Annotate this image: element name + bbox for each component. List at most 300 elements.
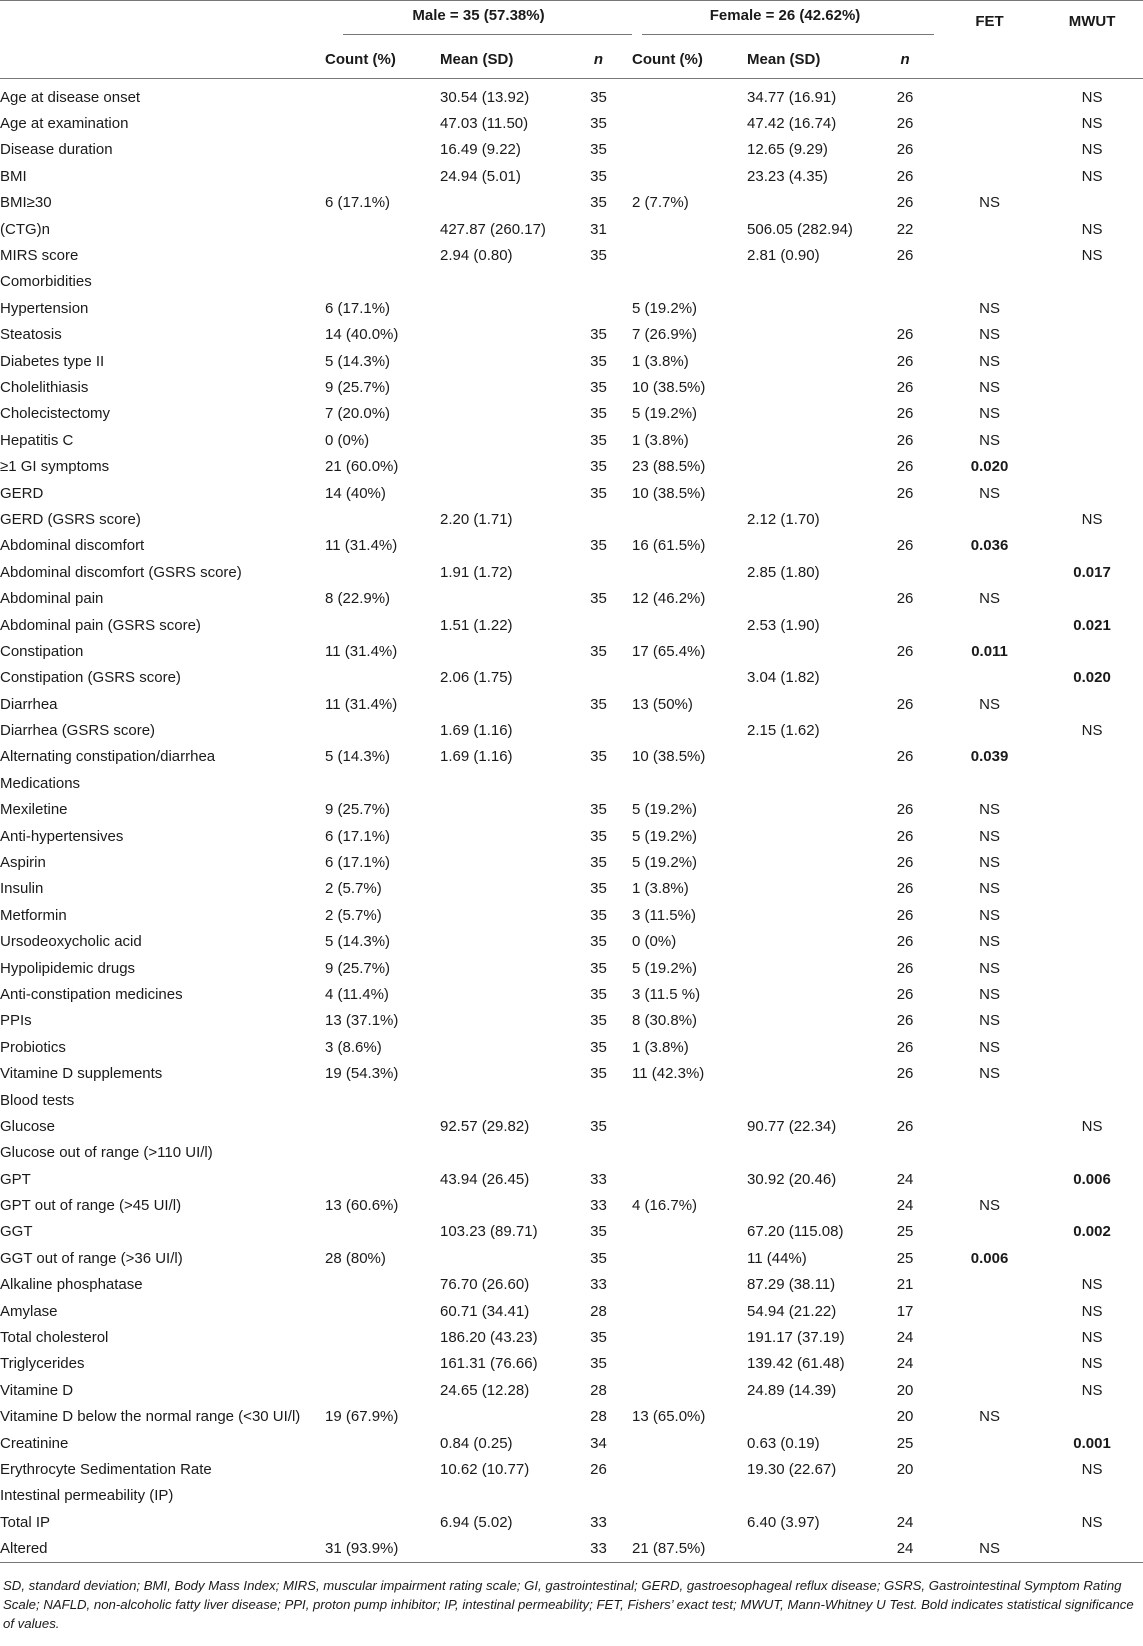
fet-cell: NS [979,854,1000,872]
female-count-cell: 21 (87.5%) [632,1535,747,1562]
male-mean-cell [440,348,565,374]
table-row [0,295,1143,321]
female-n-cell: 26 [896,194,914,212]
male-n-cell: 35 [590,748,607,766]
female-count-cell [632,137,747,163]
mwut-cell: 0.001 [1073,1434,1111,1452]
fet-cell [938,1166,1041,1192]
table-row [0,453,1143,479]
mwut-cell [1041,797,1143,823]
female-mean-cell [747,427,872,453]
male-n-cell: 33 [590,1513,607,1531]
male-mean-cell [440,190,565,216]
row-label: Alternating constipation/diarrhea [0,748,216,766]
row-label: Hypertension [0,299,89,317]
fet-cell [938,665,1041,691]
table-row [0,1060,1143,1086]
male-n-cell: 35 [590,431,607,449]
fet-cell [938,770,1041,796]
male-mean-cell: 24.94 (5.01) [440,167,521,185]
fet-cell [938,216,1041,242]
male-count-cell [325,269,440,295]
male-mean-cell: 1.69 (1.16) [440,748,513,766]
table-row [0,1034,1143,1060]
table-row [0,770,1143,796]
male-n-cell: 35 [590,801,607,819]
male-count-cell: 9 (25.7%) [325,801,391,819]
male-n-cell: 34 [590,1434,607,1452]
female-mean-cell [747,480,872,506]
row-label: Age at disease onset [0,88,141,106]
female-count-cell [632,559,747,585]
female-n-cell: 26 [896,405,914,423]
male-mean-cell [440,849,565,875]
fet-cell [938,1113,1041,1139]
male-mean-cell: 43.94 (26.45) [440,1170,530,1188]
table-row [0,533,1143,559]
table-row [0,190,1143,216]
male-mean-cell [440,427,565,453]
male-mean-cell [440,480,565,506]
female-group-label: Female = 26 (42.62%) [709,7,861,24]
male-count-cell: 9 (25.7%) [325,959,391,977]
female-count-cell: 1 (3.8%) [632,1038,689,1056]
male-mean-cell [440,585,565,611]
male-mean-cell [440,902,565,928]
fet-cell [938,506,1041,532]
male-count-cell: 14 (40.0%) [325,326,399,344]
row-label: GERD [0,484,44,502]
female-n-cell: 26 [896,906,914,924]
table-row [0,1087,1143,1113]
mwut-cell [1041,1140,1143,1166]
male-mean-cell: 10.62 (10.77) [440,1461,530,1478]
row-label: Vitamine D below the normal range (<30 UI/l) [0,1408,301,1426]
male-n-cell: 35 [590,1329,607,1347]
female-n-cell: 26 [896,326,914,344]
row-label: Abdominal discomfort [0,537,145,555]
mwut-cell: NS [1081,1381,1103,1399]
male-count-cell: 6 (17.1%) [325,854,391,872]
mwut-cell [1041,770,1143,796]
female-n-cell: 26 [896,88,914,106]
female-mean-cell [747,638,872,664]
female-n-cell: 24 [872,1535,938,1562]
female-count-cell [632,1377,747,1403]
table-row [0,1245,1143,1271]
row-label: Probiotics [0,1038,66,1056]
female-n-cell [872,770,938,796]
fet-cell [938,1324,1041,1350]
female-n-cell: 26 [896,1065,914,1083]
fet-cell: NS [979,194,1000,212]
table-row [0,665,1143,691]
mwut-cell [1041,902,1143,928]
header-row-columns [0,41,1143,79]
male-n-cell [565,559,632,585]
male-mean-cell: 427.87 (260.17) [440,220,546,238]
female-n-cell: 26 [896,141,914,159]
table-row [0,1298,1143,1324]
female-mean-cell [747,1192,872,1218]
fet-cell: NS [979,484,1000,502]
row-label: BMI [0,167,27,185]
row-label: BMI≥30 [0,194,52,212]
male-n-cell: 35 [590,537,607,555]
female-count-cell: 5 (19.2%) [632,801,698,819]
male-mean-cell: 24.65 (12.28) [440,1381,530,1399]
fet-cell: 0.006 [970,1249,1009,1267]
male-n-cell: 35 [590,985,607,1003]
female-n-cell [872,295,938,321]
male-mean-cell: 76.70 (26.60) [440,1276,530,1294]
table-row [0,902,1143,928]
male-n-cell: 35 [590,1355,607,1373]
row-label: Total IP [0,1513,51,1531]
female-mean-cell: 47.42 (16.74) [747,115,837,133]
female-n-cell: 26 [896,933,914,951]
fet-cell: NS [979,431,1000,449]
male-n-cell: 35 [590,1249,607,1267]
male-n-cell: 33 [565,1535,632,1562]
female-n-cell: 22 [896,220,914,238]
male-n-cell: 35 [590,115,607,133]
row-label: Alkaline phosphatase [0,1276,143,1294]
fet-cell: 0.020 [970,458,1009,476]
female-count-cell [632,269,747,295]
female-mean-cell: 506.05 (282.94) [747,220,853,238]
fet-cell [938,1456,1041,1482]
mwut-cell: NS [1081,1276,1103,1294]
male-mean-cell: 1.51 (1.22) [440,616,513,634]
male-count-cell [325,1509,440,1535]
male-mean-cell [440,374,565,400]
table-row [0,559,1143,585]
male-n-cell: 33 [590,1276,607,1294]
male-n-cell: 35 [590,378,607,396]
male-count-cell [325,559,440,585]
female-mean-cell: 11 (44%) [747,1249,807,1267]
male-count-cell [325,1113,440,1139]
male-count-cell: 0 (0%) [325,431,370,449]
row-label: Aspirin [0,854,46,872]
female-mean-cell: 2.81 (0.90) [747,247,820,265]
mwut-cell [1041,374,1143,400]
row-label: Abdominal pain (GSRS score) [0,616,201,634]
female-count-cell: 5 (19.2%) [632,827,698,845]
female-n-cell: 26 [896,695,914,713]
row-label: ≥1 GI symptoms [0,458,110,476]
male-count-cell [325,1219,440,1245]
female-mean-cell: 30.92 (20.46) [747,1170,837,1188]
row-label: Diarrhea [0,695,58,713]
male-mean-cell [440,797,565,823]
male-mean-cell [440,401,565,427]
female-mean-cell [747,585,872,611]
mwut-cell [1041,585,1143,611]
female-n-cell [872,506,938,532]
mwut-cell: 0.020 [1073,669,1111,687]
table-row [0,717,1143,743]
female-n-cell: 20 [896,1381,914,1399]
table-row [0,1456,1143,1482]
male-n-cell: 35 [590,458,607,476]
male-count-cell: 11 (31.4%) [325,537,398,555]
table-row [0,110,1143,136]
fet-cell [938,1483,1041,1509]
male-count-cell [325,1166,440,1192]
male-mean-cell: 186.20 (43.23) [440,1329,538,1347]
female-count-cell [632,665,747,691]
male-n-cell [565,1140,632,1166]
mwut-cell [1041,348,1143,374]
male-n-cell [565,1087,632,1113]
row-label: GGT [0,1223,33,1241]
mwut-cell: 0.017 [1073,563,1111,581]
fet-cell: 0.039 [970,748,1009,766]
male-n-cell: 35 [590,405,607,423]
male-n-cell: 35 [590,827,607,845]
male-mean-cell [440,1192,565,1218]
female-count-cell [632,717,747,743]
female-count-cell [632,1509,747,1535]
male-n-cell: 35 [590,352,607,370]
female-mean-cell: 6.40 (3.97) [747,1513,820,1531]
fet-cell: NS [979,801,1000,819]
table-row [0,981,1143,1007]
row-label: Hypolipidemic drugs [0,959,136,977]
mwut-cell [1041,638,1143,664]
female-n-cell: 25 [896,1223,914,1241]
male-n-cell: 35 [590,326,607,344]
row-label: Comorbidities [0,273,92,291]
female-n-cell [872,612,938,638]
female-count-cell: 4 (16.7%) [632,1197,698,1215]
female-n-cell: 26 [896,590,914,608]
male-n-cell: 35 [590,484,607,502]
female-n-cell: 20 [896,1461,914,1478]
male-mean-cell: 16.49 (9.22) [440,141,521,159]
male-mean-cell [440,770,565,796]
fet-cell: NS [979,1065,1000,1083]
male-mean-cell: 103.23 (89.71) [440,1223,538,1241]
male-n-cell [565,717,632,743]
female-n-cell: 26 [896,880,914,898]
female-count-cell [632,1245,747,1271]
female-mean-cell [747,691,872,717]
male-count-cell [325,1324,440,1350]
fet-cell: NS [979,695,1000,713]
mwut-cell: NS [1081,1355,1103,1373]
fet-cell: NS [979,1038,1000,1056]
male-mean-cell [440,453,565,479]
mwut-cell: NS [1081,247,1103,265]
fet-header: FET [938,1,1041,42]
female-mean-cell: 3.04 (1.82) [747,669,820,687]
row-label: Medications [0,774,81,792]
male-count-cell: 13 (37.1%) [325,1012,399,1030]
female-n-cell [872,717,938,743]
female-count-cell [632,1351,747,1377]
female-count-cell: 10 (38.5%) [632,484,706,502]
header-mwut-blank [1041,41,1143,79]
female-count-cell: 10 (38.5%) [632,378,706,396]
male-group-label: Male = 35 (57.38%) [412,7,545,24]
male-count-cell: 11 (31.4%) [325,695,398,713]
male-n-cell: 35 [590,959,607,977]
mwut-cell [1041,1245,1143,1271]
fet-cell: NS [979,906,1000,924]
female-n-cell [872,1140,938,1166]
female-mean-cell: 23.23 (4.35) [747,167,828,185]
female-n-header: n [900,51,910,68]
female-mean-cell [747,190,872,216]
female-mean-cell [747,1060,872,1086]
fet-cell: NS [979,326,1000,344]
female-n-cell: 26 [896,378,914,396]
male-n-cell [565,665,632,691]
female-count-cell: 8 (30.8%) [632,1012,698,1030]
male-count-cell [325,1456,440,1482]
row-label: Ursodeoxycholic acid [0,933,142,951]
mwut-cell: NS [1081,510,1103,528]
female-n-cell: 26 [896,1012,914,1030]
table-row [0,137,1143,163]
female-n-cell: 26 [896,484,914,502]
female-count-cell: 16 (61.5%) [632,537,706,555]
female-count-cell [632,1166,747,1192]
female-group-header [632,1,938,42]
female-count-cell [632,1298,747,1324]
male-count-cell [325,110,440,136]
female-mean-cell [747,322,872,348]
female-mean-cell: 87.29 (38.11) [747,1276,836,1294]
female-mean-cell [747,269,872,295]
mwut-cell [1041,691,1143,717]
table-row [0,1324,1143,1350]
male-n-cell [565,1483,632,1509]
mwut-cell: NS [1081,1329,1103,1347]
table-row [0,823,1143,849]
fet-cell: NS [979,985,1000,1003]
female-mean-cell [747,295,872,321]
male-count-cell: 5 (14.3%) [325,748,391,766]
female-count-cell: 3 (11.5%) [632,906,696,924]
header-fet-blank [938,41,1041,79]
fet-cell [938,1377,1041,1403]
fet-cell: 0.011 [971,642,1008,660]
female-n-cell [872,1087,938,1113]
female-n-cell: 20 [896,1408,914,1426]
male-n-cell: 35 [590,194,607,212]
table-row [0,1377,1143,1403]
male-count-cell: 14 (40%) [325,484,386,502]
female-count-header: Count (%) [632,51,703,68]
fet-cell [938,84,1041,110]
female-count-cell [632,84,747,110]
table-row [0,1219,1143,1245]
female-mean-cell [747,849,872,875]
fet-cell [938,559,1041,585]
mwut-cell [1041,955,1143,981]
male-count-cell: 31 (93.9%) [325,1535,440,1562]
male-mean-cell [440,295,565,321]
male-count-cell [325,163,440,189]
fet-cell [938,612,1041,638]
row-label: Vitamine D supplements [0,1065,163,1083]
female-n-cell: 21 [896,1276,914,1294]
male-count-cell: 5 (14.3%) [325,933,391,951]
female-count-cell [632,770,747,796]
female-mean-cell: 54.94 (21.22) [747,1302,837,1320]
table-row [0,322,1143,348]
male-mean-cell: 2.20 (1.71) [440,510,513,528]
male-group-header [325,1,632,42]
table-row [0,1140,1143,1166]
row-label: Anti-hypertensives [0,827,124,845]
female-mean-cell [747,770,872,796]
male-mean-cell: 2.06 (1.75) [440,669,513,687]
row-label: Triglycerides [0,1355,85,1373]
fet-cell: NS [979,880,1000,898]
male-count-cell [325,717,440,743]
male-mean-cell [440,1060,565,1086]
female-mean-cell: 67.20 (115.08) [747,1223,844,1241]
mwut-cell: 0.002 [1073,1223,1111,1241]
row-label: Mexiletine [0,801,68,819]
female-mean-cell [747,929,872,955]
mwut-cell: NS [1081,1513,1103,1531]
table-row [0,1192,1143,1218]
mwut-cell [1041,823,1143,849]
mwut-cell [1041,929,1143,955]
fet-cell [938,269,1041,295]
male-count-cell [325,1087,440,1113]
male-mean-cell [440,823,565,849]
male-mean-cell [440,929,565,955]
female-count-cell: 2 (7.7%) [632,194,689,212]
row-label: (CTG)n [0,220,50,238]
mwut-cell: NS [1081,220,1103,238]
male-n-cell: 28 [590,1408,607,1426]
mwut-cell [1041,1192,1143,1218]
female-mean-header: Mean (SD) [747,51,821,68]
female-mean-cell [747,348,872,374]
mwut-cell [1041,190,1143,216]
fet-cell [938,717,1041,743]
table-row [0,427,1143,453]
male-mean-cell [440,533,565,559]
male-count-cell [325,665,440,691]
mwut-cell [1041,981,1143,1007]
female-mean-cell [747,744,872,770]
mwut-cell [1041,1034,1143,1060]
male-mean-cell [440,1008,565,1034]
female-n-cell: 24 [896,1513,914,1531]
row-label: Anti-constipation medicines [0,985,183,1003]
female-mean-cell: 0.63 (0.19) [747,1434,820,1452]
male-count-cell [325,1377,440,1403]
female-mean-cell [747,876,872,902]
row-label: Amylase [0,1302,58,1320]
male-count-cell: 28 (80%) [325,1249,386,1267]
male-count-cell: 5 (14.3%) [325,352,391,370]
female-n-cell: 26 [896,801,914,819]
table-row [0,929,1143,955]
male-mean-cell [440,638,565,664]
female-n-cell: 26 [896,642,914,660]
female-count-cell [632,110,747,136]
